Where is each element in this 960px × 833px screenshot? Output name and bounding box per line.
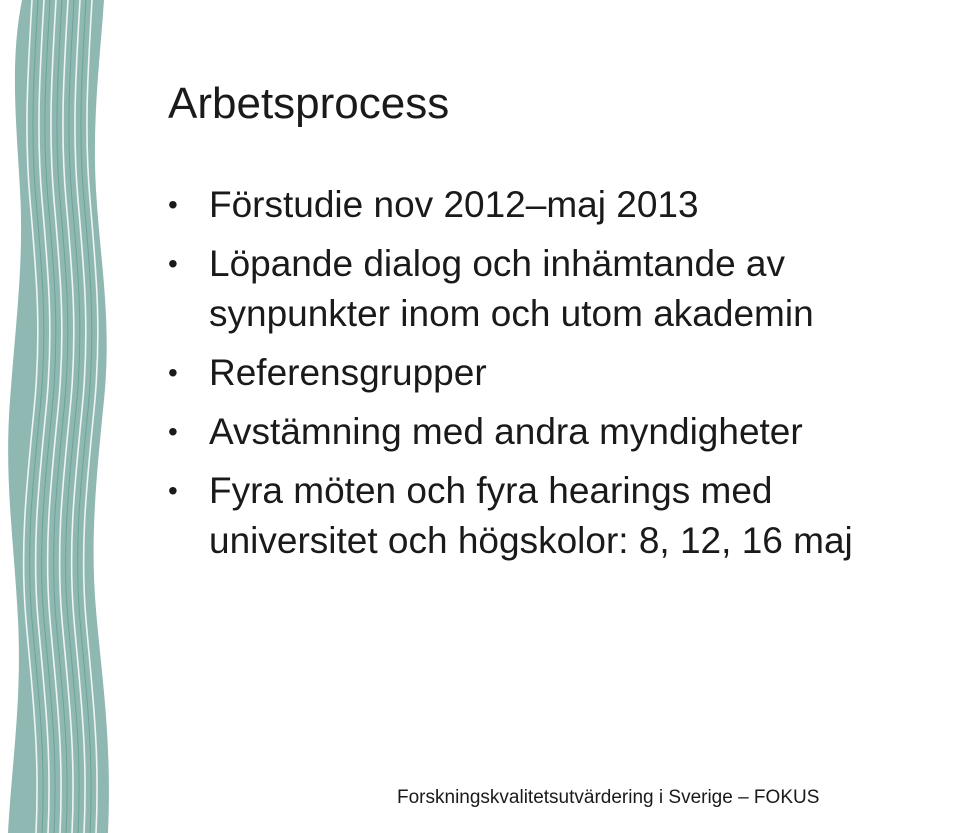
bullet-text-continuation: universitet och högskolor: 8, 12, 16 maj [209,520,853,561]
bullet-item [168,180,958,230]
bullet-dot-icon: • [168,248,178,279]
bullet-text: Referensgrupper [209,352,487,393]
bullet-item [168,239,958,339]
bullet-text: Förstudie nov 2012–maj 2013 [209,184,699,225]
bullet-text: Avstämning med andra myndigheter [209,411,803,452]
bullet-text: Fyra möten och fyra hearings med [209,470,773,511]
bullet-item [168,407,958,457]
slide-footer: Forskningskvalitetsutvärdering i Sverige – FOKUS [397,787,820,808]
bullet-item [168,348,958,398]
slide-title: Arbetsprocess [168,79,450,128]
bullet-dot-icon: • [168,416,178,447]
decorative-ribbon [0,0,120,833]
bullet-dot-icon: • [168,475,178,506]
bullet-dot-icon: • [168,189,178,220]
bullet-text-continuation: synpunkter inom och utom akademin [209,293,814,334]
bullet-item [168,466,958,566]
bullet-dot-icon: • [168,357,178,388]
bullet-text: Löpande dialog och inhämtande av [209,243,786,284]
bullet-list [168,180,958,575]
